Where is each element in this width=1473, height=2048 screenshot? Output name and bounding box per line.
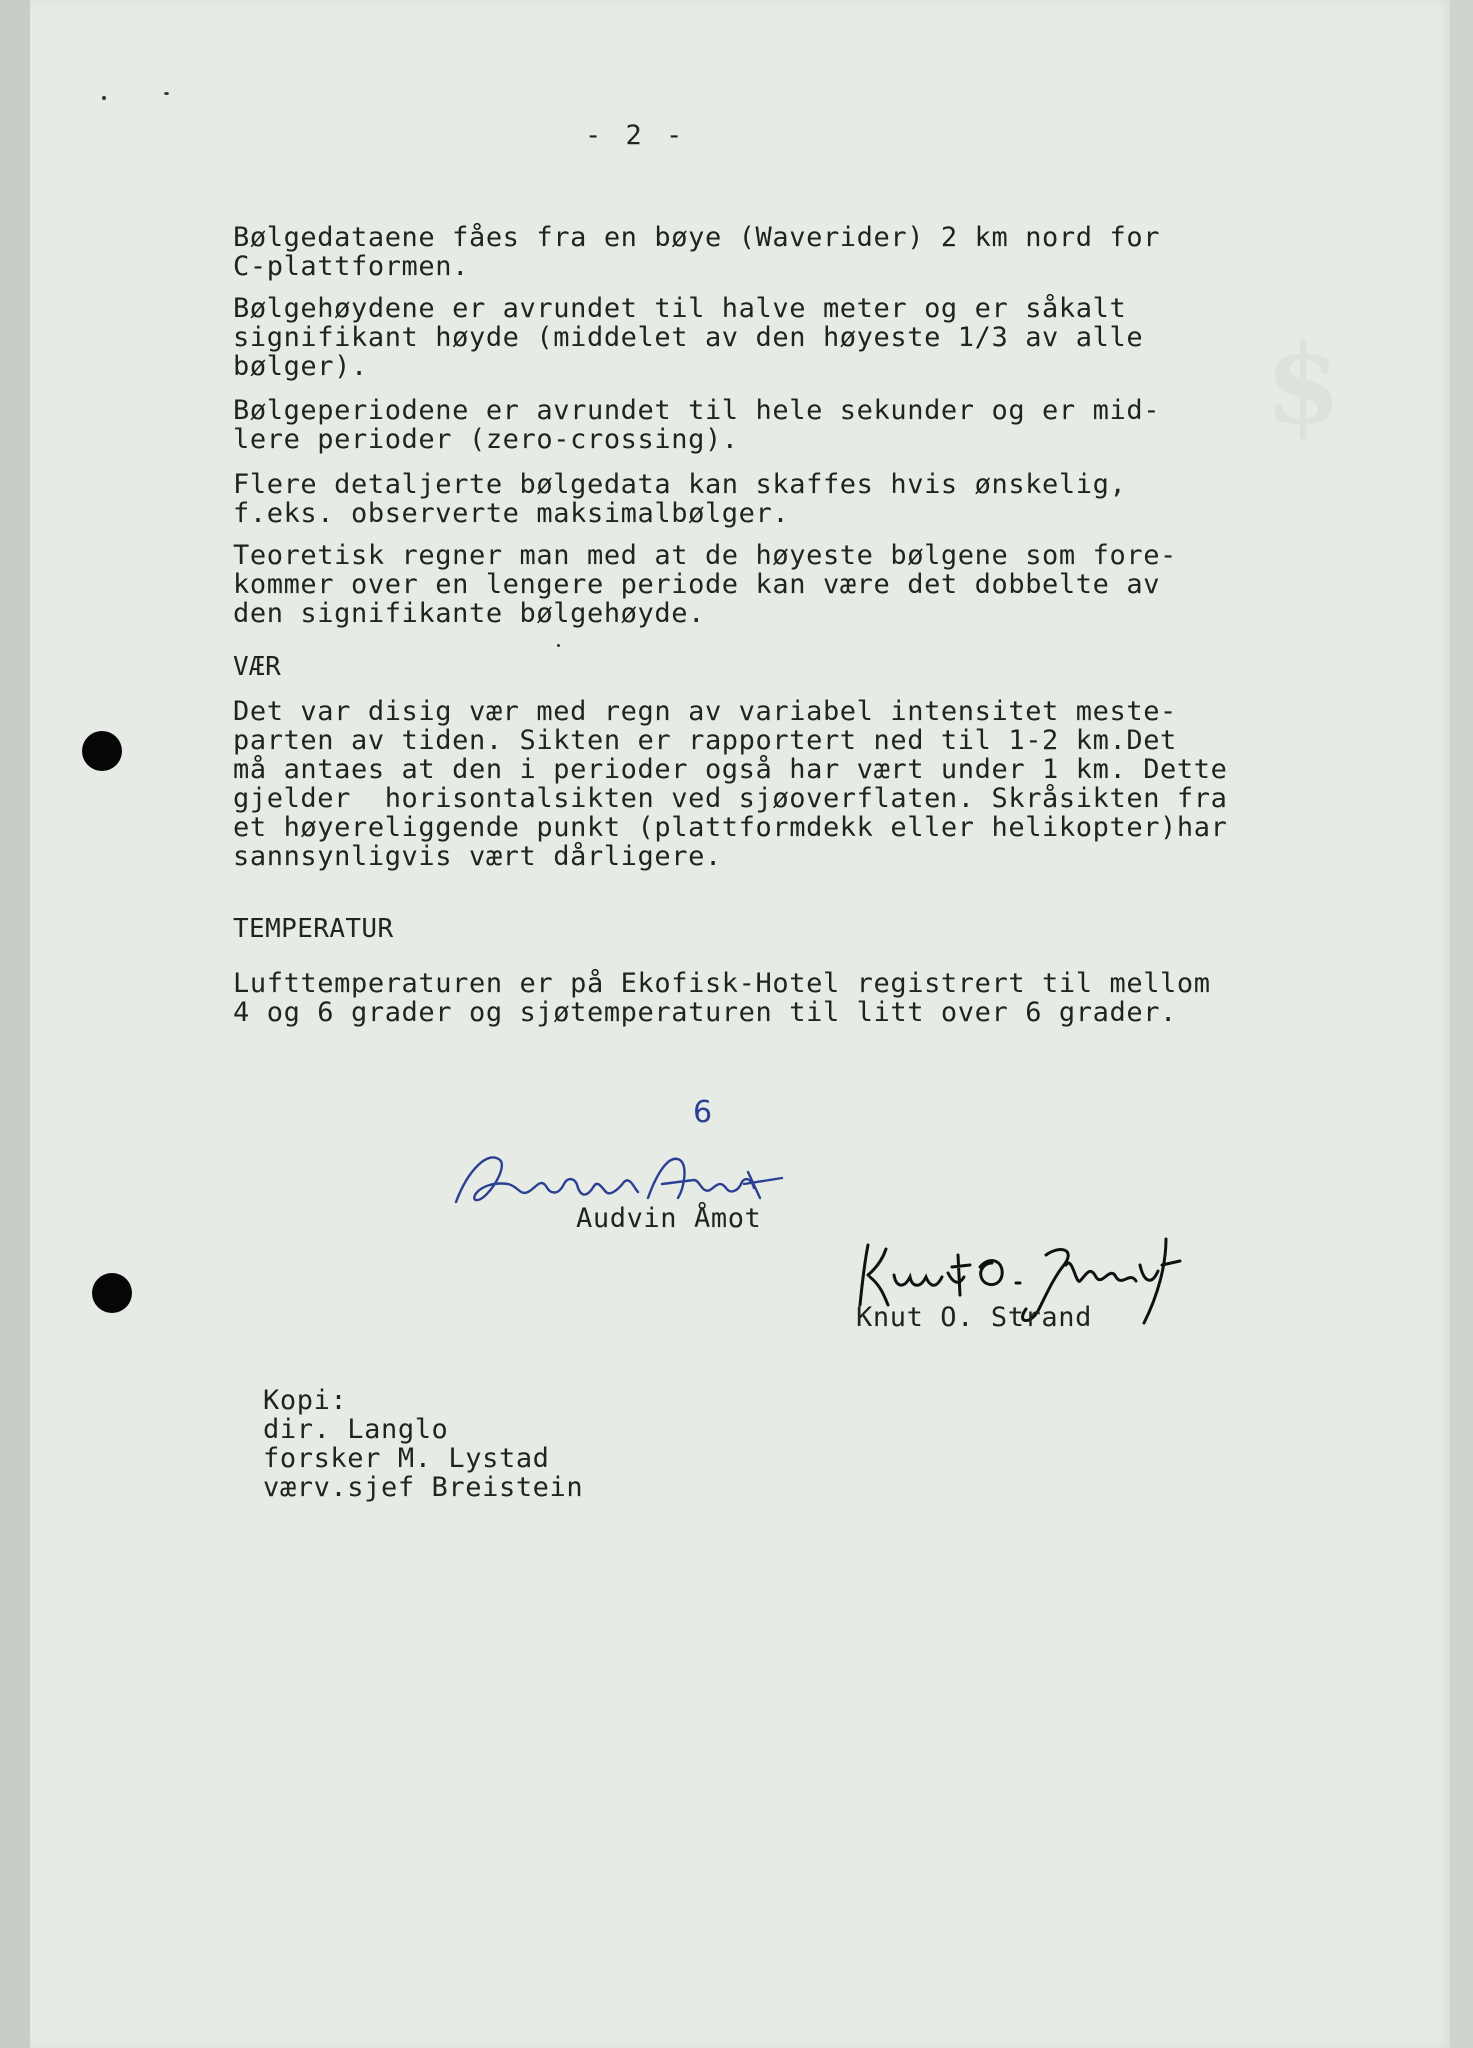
text-line: må antaes at den i perioder også har vært under 1 km. Dette	[233, 754, 1228, 785]
section-body-temperature	[233, 969, 1211, 1027]
copy-recipient: dir. Langlo	[263, 1414, 449, 1445]
text-line: lere perioder (zero-crossing).	[233, 424, 739, 455]
document-page	[30, 0, 1450, 2048]
paragraph-theoretical	[233, 541, 1177, 628]
text-line: Bølgehøydene er avrundet til halve meter og er såkalt	[233, 293, 1127, 324]
text-line: 4 og 6 grader og sjøtemperaturen til litt over 6 grader.	[233, 997, 1177, 1028]
section-heading-weather: VÆR	[233, 652, 282, 682]
scan-speck	[557, 644, 560, 647]
signatory-name-1: Audvin Åmot	[576, 1203, 762, 1234]
paragraph-wave-source	[233, 223, 1160, 281]
text-line: gjelder horisontalsikten ved sjøoverflaten. Skråsikten fra	[233, 783, 1228, 814]
signatory-name-2: Knut O. Strand	[856, 1302, 1092, 1333]
copies-label: Kopi:	[263, 1385, 348, 1416]
section-heading-temperature: TEMPERATUR	[233, 914, 394, 944]
text-line: parten av tiden. Sikten er rapportert ned til 1-2 km.Det	[233, 725, 1177, 756]
section-body-weather	[233, 697, 1227, 871]
punch-hole	[82, 731, 122, 771]
punch-hole	[92, 1273, 132, 1313]
copy-recipient: forsker M. Lystad	[263, 1443, 550, 1474]
text-line: Teoretisk regner man med at de høyeste bølgene som fore-	[233, 540, 1177, 571]
text-line: den signifikante bølgehøyde.	[233, 598, 705, 629]
paragraph-wave-height	[233, 294, 1143, 381]
text-line: Bølgeperiodene er avrundet til hele sekunder og er mid-	[233, 395, 1161, 426]
text-line: Lufttemperaturen er på Ekofisk-Hotel registrert til mellom	[233, 968, 1211, 999]
text-line: sannsynligvis vært dårligere.	[233, 841, 722, 872]
copy-recipient: værv.sjef Breistein	[263, 1472, 584, 1503]
page-number: - 2 -	[585, 120, 687, 151]
text-line: C-plattformen.	[233, 251, 469, 282]
text-line: signifikant høyde (middelet av den høyeste 1/3 av alle	[233, 322, 1144, 353]
text-line: Bølgedataene fåes fra en bøye (Waverider) 2 km nord for	[233, 222, 1161, 253]
text-line: Flere detaljerte bølgedata kan skaffes hvis ønskelig,	[233, 469, 1127, 500]
scan-speck	[102, 96, 106, 100]
text-line: f.eks. observerte maksimalbølger.	[233, 498, 790, 529]
text-line: Det var disig vær med regn av variabel intensitet meste-	[233, 696, 1177, 727]
text-line: kommer over en lengere periode kan være det dobbelte av	[233, 569, 1161, 600]
scan-speck	[164, 92, 169, 95]
text-line: et høyereliggende punkt (plattformdekk eller helikopter)har	[233, 812, 1228, 843]
paragraph-wave-period	[233, 396, 1160, 454]
paragraph-detailed-data	[233, 470, 1126, 528]
scan-edge	[0, 0, 30, 2048]
handwritten-annotation: 6	[693, 1095, 713, 1130]
text-line: bølger).	[233, 351, 368, 382]
copies-block	[263, 1386, 583, 1502]
bleed-through-text	[1265, 320, 1356, 449]
